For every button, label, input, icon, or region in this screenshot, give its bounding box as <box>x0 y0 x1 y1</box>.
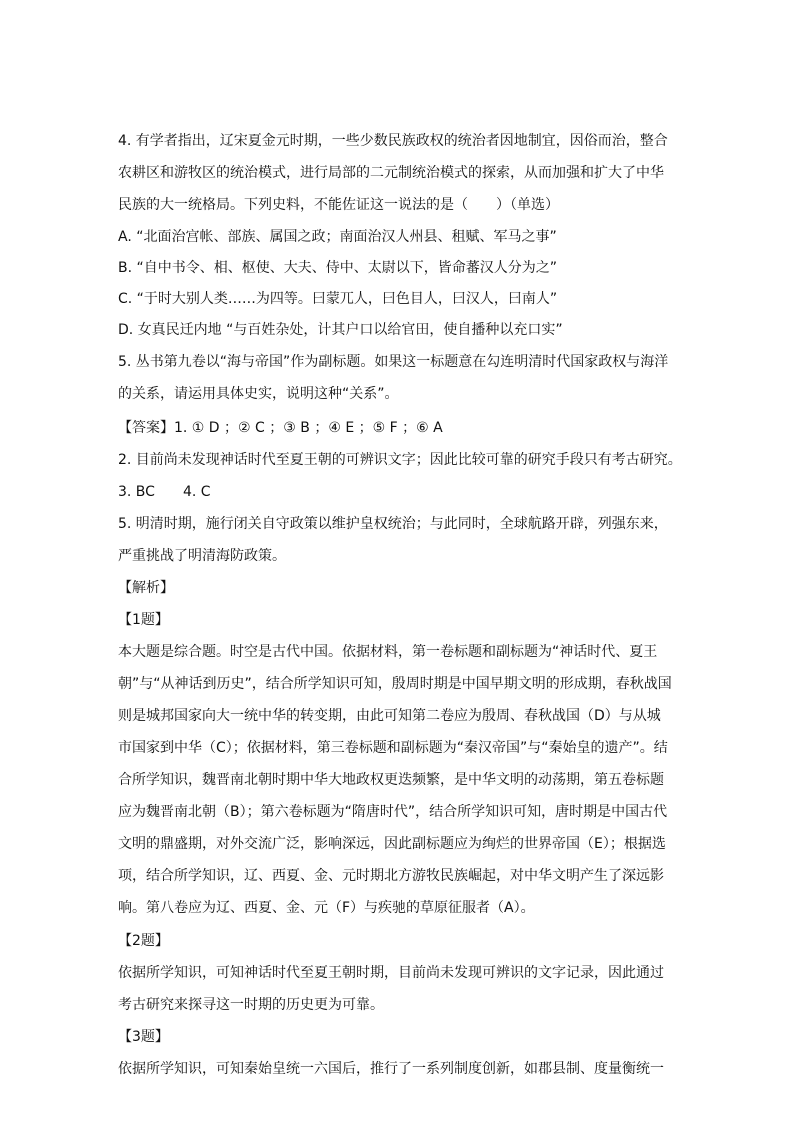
text-line-2: 农耕区和游牧区的统治模式，进行局部的二元制统治模式的探索，从而加强和扩大了中华 <box>118 165 664 181</box>
text-line-27: 依据所学知识，可知神话时代至夏王朝时期，目前尚未发现可辨识的文字记录，因此通过 <box>118 965 664 981</box>
text-line-14: 严重挑战了明清海防政策。 <box>118 548 286 564</box>
text-line-11: 2. 目前尚未发现神话时代至夏王朝的可辨识文字；因此比较可靠的研究手段只有考古研究。 <box>118 452 682 468</box>
section-heading-10: 【答案】1. ① D ；② C ；③ B ；④ E ；⑤ F ；⑥ A <box>118 420 443 436</box>
text-line-30: 依据所学知识，可知秦始皇统一六国后，推行了一系列制度创新，如郡县制、度量衡统一 <box>118 1061 664 1077</box>
text-line-19: 则是城邦国家向大一统中华的转变期，由此可知第二卷应为殷周、春秋战国（D）与从城 <box>118 708 661 724</box>
text-line-28: 考古研究来探寻这一时期的历史更为可靠。 <box>118 997 384 1013</box>
text-line-22: 应为魏晋南北朝（B）；第六卷标题为“隋唐时代”，结合所学知识可知，唐时期是中国古代 <box>118 804 668 820</box>
text-line-6: C. “于时大别人类……为四等。曰蒙兀人，曰色目人，曰汉人，曰南人” <box>118 291 558 307</box>
text-line-3: 民族的大一统格局。下列史料，不能佐证这一说法的是（ ）（单选） <box>118 197 559 213</box>
text-line-7: D. 女真民迁内地 “与百姓杂处，计其户口以给官田，使自播种以充口实” <box>118 322 563 338</box>
text-line-12: 3. BC 4. C <box>118 484 211 500</box>
text-line-17: 本大题是综合题。时空是古代中国。依据材料，第一卷标题和副标题为“神话时代、夏王 <box>118 644 658 660</box>
text-line-18: 朝”与“从神话到历史”，结合所学知识可知，殷周时期是中国早期文明的形成期，春秋战国 <box>118 676 672 692</box>
text-line-20: 市国家到中华（C）；依据材料，第三卷标题和副标题为“秦汉帝国”与“秦始皇的遗产”。结 <box>118 740 668 756</box>
section-heading-26: 【2题】 <box>118 933 169 949</box>
text-line-1: 4. 有学者指出，辽宋夏金元时期，一些少数民族政权的统治者因地制宜，因俗而治，整合 <box>118 133 668 149</box>
text-line-13: 5. 明清时期，施行闭关自守政策以维护皇权统治；与此同时，全球航路开辟，列强东来， <box>118 516 668 532</box>
text-line-25: 响。第八卷应为辽、西夏、金、元（F）与疾驰的草原征服者（A）。 <box>118 900 535 916</box>
text-line-21: 合所学知识，魏晋南北朝时期中华大地政权更迭频繁，是中华文明的动荡期，第五卷标题 <box>118 772 664 788</box>
section-heading-16: 【1题】 <box>118 612 169 628</box>
text-line-23: 文明的鼎盛期，对外交流广泛，影响深远，因此副标题应为绚烂的世界帝国（E）；根据选 <box>118 836 666 852</box>
section-heading-15: 【解析】 <box>118 580 174 596</box>
section-heading-29: 【3题】 <box>118 1029 169 1045</box>
text-line-9: 的关系，请运用具体史实，说明这种“关系”。 <box>118 386 399 402</box>
text-line-24: 项，结合所学知识，辽、西夏、金、元时期北方游牧民族崛起，对中华文明产生了深远影 <box>118 868 664 884</box>
text-line-5: B. “自中书令、相、枢使、大夫、侍中、太尉以下，皆命蕃汉人分为之” <box>118 260 558 276</box>
text-line-4: A. “北面治宫帐、部族、属国之政；南面治汉人州县、租赋、军马之事” <box>118 229 557 245</box>
text-line-8: 5. 丛书第九卷以“海与帝国”作为副标题。如果这一标题意在勾连明清时代国家政权与海洋 <box>118 354 669 370</box>
